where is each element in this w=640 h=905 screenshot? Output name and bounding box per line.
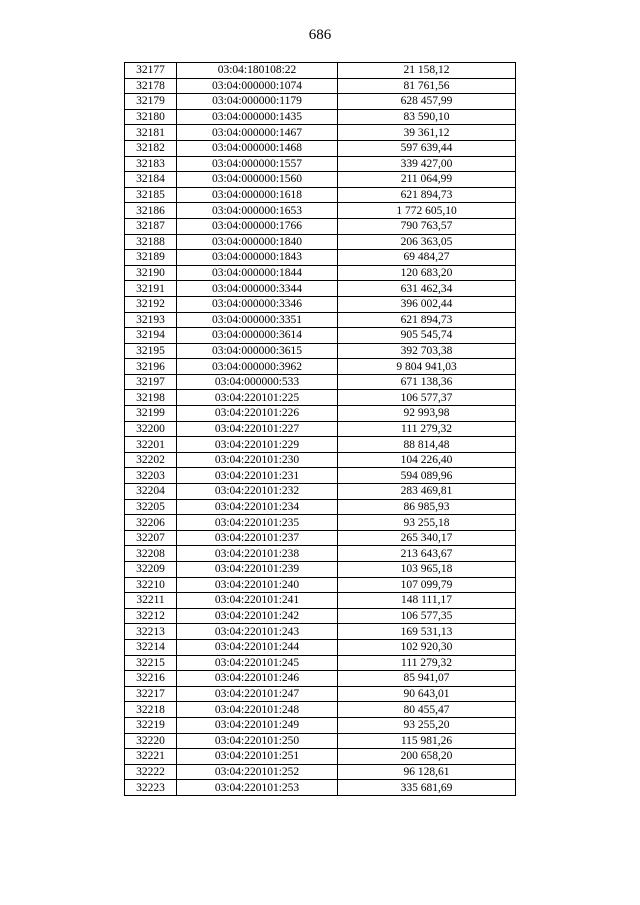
row-number-cell: 32198 [125, 390, 177, 406]
value-cell: 111 279,32 [338, 655, 516, 671]
cadastral-number-cell: 03:04:220101:245 [177, 655, 338, 671]
value-cell: 80 455,47 [338, 702, 516, 718]
value-cell: 9 804 941,03 [338, 359, 516, 375]
cadastral-number-cell: 03:04:220101:253 [177, 780, 338, 796]
table-row [125, 374, 516, 390]
table-row [125, 406, 516, 422]
row-number-cell: 32188 [125, 234, 177, 250]
row-number-cell: 32215 [125, 655, 177, 671]
value-cell: 265 340,17 [338, 530, 516, 546]
value-cell: 621 894,73 [338, 187, 516, 203]
table-row [125, 234, 516, 250]
cadastral-number-cell: 03:04:000000:1074 [177, 78, 338, 94]
value-cell: 93 255,18 [338, 515, 516, 531]
cadastral-number-cell: 03:04:000000:1843 [177, 250, 338, 266]
value-cell: 85 941,07 [338, 671, 516, 687]
value-cell: 339 427,00 [338, 156, 516, 172]
value-cell: 396 002,44 [338, 296, 516, 312]
cadastral-number-cell: 03:04:220101:241 [177, 593, 338, 609]
row-number-cell: 32197 [125, 374, 177, 390]
row-number-cell: 32211 [125, 593, 177, 609]
value-cell: 597 639,44 [338, 140, 516, 156]
table-row [125, 172, 516, 188]
cadastral-number-cell: 03:04:000000:533 [177, 374, 338, 390]
cadastral-number-cell: 03:04:220101:234 [177, 499, 338, 515]
table-row [125, 562, 516, 578]
table-row [125, 437, 516, 453]
value-cell: 115 981,26 [338, 733, 516, 749]
cadastral-number-cell: 03:04:000000:1766 [177, 218, 338, 234]
row-number-cell: 32208 [125, 546, 177, 562]
row-number-cell: 32200 [125, 421, 177, 437]
cadastral-number-cell: 03:04:220101:250 [177, 733, 338, 749]
cadastral-number-cell: 03:04:220101:237 [177, 530, 338, 546]
cadastral-number-cell: 03:04:220101:248 [177, 702, 338, 718]
table-row [125, 187, 516, 203]
table-row [125, 328, 516, 344]
table-row [125, 717, 516, 733]
cadastral-number-cell: 03:04:220101:229 [177, 437, 338, 453]
table-row [125, 639, 516, 655]
table-row [125, 624, 516, 640]
value-cell: 103 965,18 [338, 562, 516, 578]
value-cell: 104 226,40 [338, 452, 516, 468]
table-row [125, 203, 516, 219]
cadastral-number-cell: 03:04:000000:3962 [177, 359, 338, 375]
row-number-cell: 32220 [125, 733, 177, 749]
value-cell: 21 158,12 [338, 63, 516, 79]
row-number-cell: 32221 [125, 749, 177, 765]
table-row [125, 94, 516, 110]
value-cell: 628 457,99 [338, 94, 516, 110]
cadastral-number-cell: 03:04:000000:3614 [177, 328, 338, 344]
value-cell: 621 894,73 [338, 312, 516, 328]
value-cell: 213 643,67 [338, 546, 516, 562]
cadastral-number-cell: 03:04:000000:1840 [177, 234, 338, 250]
value-cell: 392 703,38 [338, 343, 516, 359]
table-row [125, 484, 516, 500]
table-row [125, 577, 516, 593]
table-row [125, 499, 516, 515]
page-number: 686 [308, 27, 332, 43]
cadastral-number-cell: 03:04:220101:225 [177, 390, 338, 406]
value-cell: 107 099,79 [338, 577, 516, 593]
table-row [125, 421, 516, 437]
row-number-cell: 32209 [125, 562, 177, 578]
cadastral-number-cell: 03:04:220101:238 [177, 546, 338, 562]
cadastral-number-cell: 03:04:000000:1435 [177, 109, 338, 125]
table-row [125, 515, 516, 531]
row-number-cell: 32222 [125, 764, 177, 780]
cadastral-number-cell: 03:04:220101:249 [177, 717, 338, 733]
value-cell: 102 920,30 [338, 639, 516, 655]
row-number-cell: 32207 [125, 530, 177, 546]
cadastral-number-cell: 03:04:000000:1653 [177, 203, 338, 219]
table-row [125, 78, 516, 94]
table-row [125, 686, 516, 702]
cadastral-number-cell: 03:04:000000:1179 [177, 94, 338, 110]
cadastral-number-cell: 03:04:220101:244 [177, 639, 338, 655]
row-number-cell: 32192 [125, 296, 177, 312]
value-cell: 335 681,69 [338, 780, 516, 796]
value-cell: 88 814,48 [338, 437, 516, 453]
table-row [125, 749, 516, 765]
row-number-cell: 32193 [125, 312, 177, 328]
cadastral-number-cell: 03:04:000000:1557 [177, 156, 338, 172]
value-cell: 96 128,61 [338, 764, 516, 780]
value-cell: 283 469,81 [338, 484, 516, 500]
value-cell: 1 772 605,10 [338, 203, 516, 219]
row-number-cell: 32218 [125, 702, 177, 718]
cadastral-number-cell: 03:04:220101:243 [177, 624, 338, 640]
value-cell: 111 279,32 [338, 421, 516, 437]
cadastral-number-cell: 03:04:180108:22 [177, 63, 338, 79]
row-number-cell: 32210 [125, 577, 177, 593]
row-number-cell: 32183 [125, 156, 177, 172]
cadastral-number-cell: 03:04:000000:1467 [177, 125, 338, 141]
value-cell: 120 683,20 [338, 265, 516, 281]
row-number-cell: 32202 [125, 452, 177, 468]
cadastral-number-cell: 03:04:220101:240 [177, 577, 338, 593]
value-cell: 92 993,98 [338, 406, 516, 422]
value-cell: 86 985,93 [338, 499, 516, 515]
value-cell: 169 531,13 [338, 624, 516, 640]
row-number-cell: 32205 [125, 499, 177, 515]
value-cell: 905 545,74 [338, 328, 516, 344]
row-number-cell: 32177 [125, 63, 177, 79]
row-number-cell: 32217 [125, 686, 177, 702]
table-row [125, 390, 516, 406]
row-number-cell: 32206 [125, 515, 177, 531]
table-row [125, 63, 516, 79]
row-number-cell: 32179 [125, 94, 177, 110]
row-number-cell: 32187 [125, 218, 177, 234]
table-row [125, 608, 516, 624]
row-number-cell: 32195 [125, 343, 177, 359]
row-number-cell: 32194 [125, 328, 177, 344]
cadastral-number-cell: 03:04:220101:227 [177, 421, 338, 437]
table-row [125, 468, 516, 484]
row-number-cell: 32189 [125, 250, 177, 266]
table-row [125, 702, 516, 718]
cadastral-number-cell: 03:04:220101:232 [177, 484, 338, 500]
cadastral-number-cell: 03:04:000000:3346 [177, 296, 338, 312]
row-number-cell: 32186 [125, 203, 177, 219]
cadastral-number-cell: 03:04:000000:1560 [177, 172, 338, 188]
value-cell: 790 763,57 [338, 218, 516, 234]
table-row [125, 530, 516, 546]
row-number-cell: 32178 [125, 78, 177, 94]
table-row [125, 452, 516, 468]
cadastral-number-cell: 03:04:220101:235 [177, 515, 338, 531]
row-number-cell: 32181 [125, 125, 177, 141]
row-number-cell: 32185 [125, 187, 177, 203]
value-cell: 90 643,01 [338, 686, 516, 702]
row-number-cell: 32191 [125, 281, 177, 297]
table-row [125, 218, 516, 234]
table-row [125, 546, 516, 562]
table-row [125, 125, 516, 141]
cadastral-value-table [124, 62, 516, 796]
table-row [125, 671, 516, 687]
table-row [125, 156, 516, 172]
table-row [125, 281, 516, 297]
row-number-cell: 32214 [125, 639, 177, 655]
value-cell: 83 590,10 [338, 109, 516, 125]
cadastral-number-cell: 03:04:220101:246 [177, 671, 338, 687]
table-row [125, 764, 516, 780]
cadastral-number-cell: 03:04:220101:247 [177, 686, 338, 702]
value-cell: 594 089,96 [338, 468, 516, 484]
table-row [125, 250, 516, 266]
value-cell: 39 361,12 [338, 125, 516, 141]
cadastral-number-cell: 03:04:220101:231 [177, 468, 338, 484]
table-row [125, 296, 516, 312]
table-row [125, 733, 516, 749]
row-number-cell: 32204 [125, 484, 177, 500]
value-cell: 106 577,37 [338, 390, 516, 406]
cadastral-number-cell: 03:04:000000:3351 [177, 312, 338, 328]
value-cell: 81 761,56 [338, 78, 516, 94]
table-row [125, 140, 516, 156]
value-cell: 671 138,36 [338, 374, 516, 390]
row-number-cell: 32180 [125, 109, 177, 125]
row-number-cell: 32203 [125, 468, 177, 484]
cadastral-number-cell: 03:04:220101:230 [177, 452, 338, 468]
value-cell: 69 484,27 [338, 250, 516, 266]
cadastral-number-cell: 03:04:000000:1844 [177, 265, 338, 281]
value-cell: 211 064,99 [338, 172, 516, 188]
cadastral-number-cell: 03:04:000000:1618 [177, 187, 338, 203]
cadastral-number-cell: 03:04:220101:252 [177, 764, 338, 780]
row-number-cell: 32219 [125, 717, 177, 733]
table-row [125, 265, 516, 281]
cadastral-number-cell: 03:04:220101:239 [177, 562, 338, 578]
row-number-cell: 32216 [125, 671, 177, 687]
value-cell: 93 255,20 [338, 717, 516, 733]
table-row [125, 593, 516, 609]
cadastral-number-cell: 03:04:000000:3615 [177, 343, 338, 359]
table-row [125, 359, 516, 375]
value-cell: 148 111,17 [338, 593, 516, 609]
row-number-cell: 32223 [125, 780, 177, 796]
cadastral-number-cell: 03:04:220101:226 [177, 406, 338, 422]
row-number-cell: 32184 [125, 172, 177, 188]
table-row [125, 655, 516, 671]
table-body [125, 63, 516, 796]
row-number-cell: 32196 [125, 359, 177, 375]
row-number-cell: 32213 [125, 624, 177, 640]
value-cell: 200 658,20 [338, 749, 516, 765]
table-row [125, 109, 516, 125]
cadastral-number-cell: 03:04:220101:251 [177, 749, 338, 765]
cadastral-number-cell: 03:04:000000:3344 [177, 281, 338, 297]
value-cell: 106 577,35 [338, 608, 516, 624]
table-row [125, 343, 516, 359]
row-number-cell: 32199 [125, 406, 177, 422]
value-cell: 206 363,05 [338, 234, 516, 250]
table-row [125, 312, 516, 328]
row-number-cell: 32190 [125, 265, 177, 281]
cadastral-number-cell: 03:04:220101:242 [177, 608, 338, 624]
row-number-cell: 32182 [125, 140, 177, 156]
value-cell: 631 462,34 [338, 281, 516, 297]
row-number-cell: 32212 [125, 608, 177, 624]
row-number-cell: 32201 [125, 437, 177, 453]
table-row [125, 780, 516, 796]
cadastral-number-cell: 03:04:000000:1468 [177, 140, 338, 156]
